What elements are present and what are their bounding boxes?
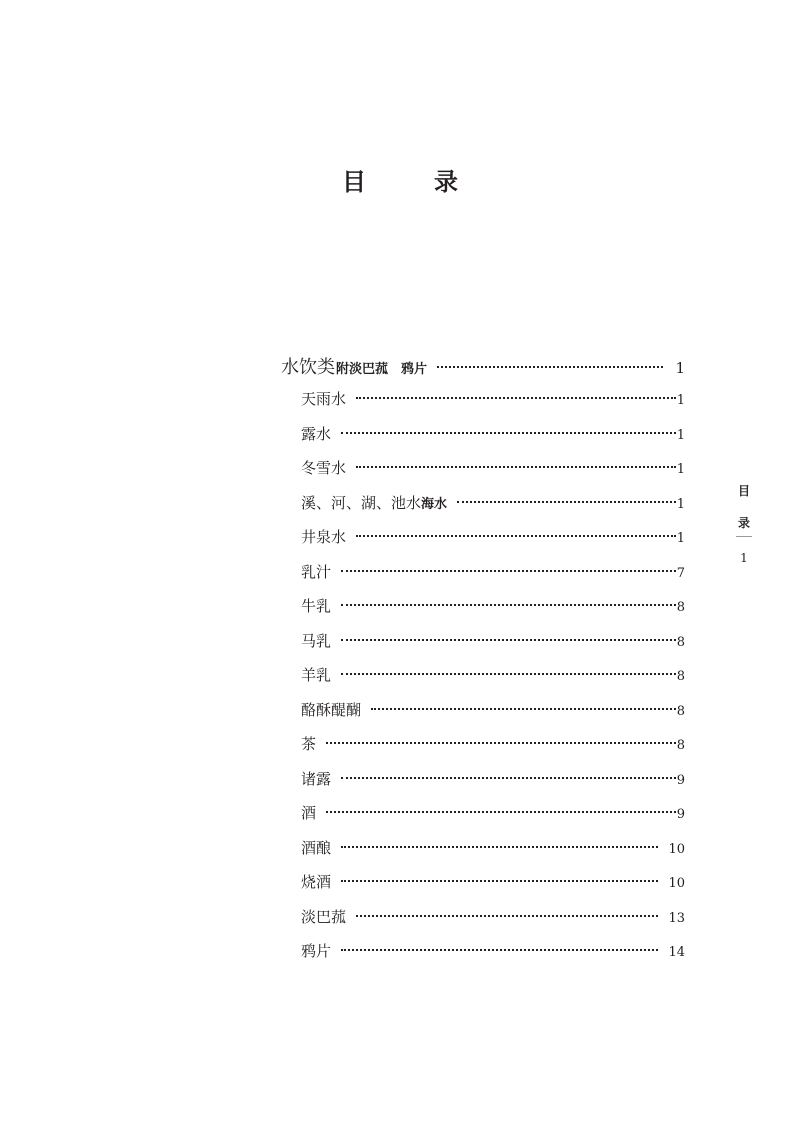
dot-leader <box>341 639 676 641</box>
toc-entry-page-number: 14 <box>668 945 685 960</box>
running-header-char-2: 录 <box>737 516 750 530</box>
toc-entry-title: 露水 <box>301 424 332 443</box>
toc-entry[interactable] <box>301 388 685 423</box>
dot-leader <box>356 915 658 917</box>
toc-entry-title: 烧酒 <box>301 873 332 891</box>
toc-entry[interactable] <box>301 802 685 837</box>
running-header <box>732 482 756 567</box>
toc-entry-title: 乳汁 <box>301 562 332 581</box>
toc-entry-title: 鸦片 <box>301 942 332 960</box>
toc-entry-page-number: 8 <box>676 669 685 684</box>
dot-leader <box>326 811 676 813</box>
toc-entry-title: 诸露 <box>301 769 332 788</box>
dot-leader <box>341 570 676 572</box>
toc-entry[interactable] <box>301 906 685 941</box>
section-page-number: 1 <box>675 359 685 377</box>
toc-entry[interactable] <box>301 664 685 699</box>
toc-entry-title: 酪酥醍醐 <box>301 700 362 719</box>
toc-entry[interactable] <box>301 561 685 596</box>
dot-leader <box>341 846 658 848</box>
toc-entry[interactable] <box>301 768 685 803</box>
dot-leader <box>356 535 676 537</box>
table-of-contents <box>281 353 685 975</box>
toc-entry-page-number: 1 <box>676 531 685 546</box>
running-header-divider <box>736 536 752 537</box>
toc-entry-title: 酒酿 <box>301 838 332 857</box>
toc-entry-title: 马乳 <box>301 631 332 650</box>
toc-entry[interactable] <box>301 423 685 458</box>
toc-entry-page-number: 10 <box>668 841 685 857</box>
toc-entry-title: 酒 <box>301 804 317 822</box>
toc-entry-page-number: 9 <box>676 772 685 788</box>
running-header-page-number: 1 <box>740 551 748 565</box>
dot-leader <box>341 880 658 882</box>
toc-entry-page-number: 1 <box>676 393 685 408</box>
toc-entry-title: 井泉水 <box>301 528 347 546</box>
toc-entry-title: 天雨水 <box>301 390 347 408</box>
toc-entry[interactable] <box>301 595 685 630</box>
toc-entry-page-number: 10 <box>668 876 685 891</box>
section-note: 附淡巴菰 鸦片 <box>336 362 428 377</box>
dot-leader <box>341 432 676 434</box>
toc-entry-page-number: 8 <box>676 738 685 753</box>
dot-leader <box>341 673 676 675</box>
toc-entry-title: 茶 <box>301 735 317 753</box>
toc-entry[interactable] <box>301 733 685 768</box>
toc-entry[interactable] <box>301 940 685 975</box>
toc-entry-page-number: 1 <box>676 462 685 477</box>
toc-entry[interactable] <box>301 871 685 906</box>
toc-entry-page-number: 7 <box>676 565 685 581</box>
toc-entry-title: 淡巴菰 <box>301 907 347 926</box>
toc-entry-title: 羊乳 <box>301 666 332 684</box>
dot-leader <box>371 708 676 710</box>
toc-entry-title: 牛乳 <box>301 597 332 615</box>
toc-entry[interactable] <box>301 837 685 872</box>
dot-leader <box>457 501 676 503</box>
toc-entry-title: 冬雪水 <box>301 459 347 477</box>
toc-entry[interactable] <box>301 457 685 492</box>
toc-entry-page-number: 8 <box>676 600 685 615</box>
dot-leader <box>356 466 676 468</box>
toc-entry[interactable] <box>301 526 685 561</box>
dot-leader <box>356 397 676 399</box>
toc-entry-list <box>281 388 685 975</box>
page-title: 目 录 <box>342 167 480 196</box>
toc-entry-page-number: 1 <box>676 496 685 512</box>
dot-leader <box>341 949 658 951</box>
toc-entry-page-number: 8 <box>676 634 685 650</box>
section-title: 水饮类 <box>281 357 335 378</box>
toc-entry[interactable] <box>301 492 685 527</box>
toc-entry-page-number: 8 <box>676 703 685 719</box>
running-header-char-1: 目 <box>737 484 750 498</box>
toc-entry[interactable] <box>301 630 685 665</box>
dot-leader <box>341 777 676 779</box>
toc-entry-title: 溪、河、湖、池水 <box>301 493 422 512</box>
toc-section-heading[interactable] <box>281 353 685 383</box>
toc-entry-page-number: 1 <box>676 427 685 443</box>
toc-entry-page-number: 13 <box>668 910 685 926</box>
dot-leader <box>437 366 663 368</box>
toc-entry-note: 海水 <box>421 496 448 512</box>
toc-entry[interactable] <box>301 699 685 734</box>
toc-entry-page-number: 9 <box>676 807 685 822</box>
dot-leader <box>341 604 676 606</box>
dot-leader <box>326 742 676 744</box>
